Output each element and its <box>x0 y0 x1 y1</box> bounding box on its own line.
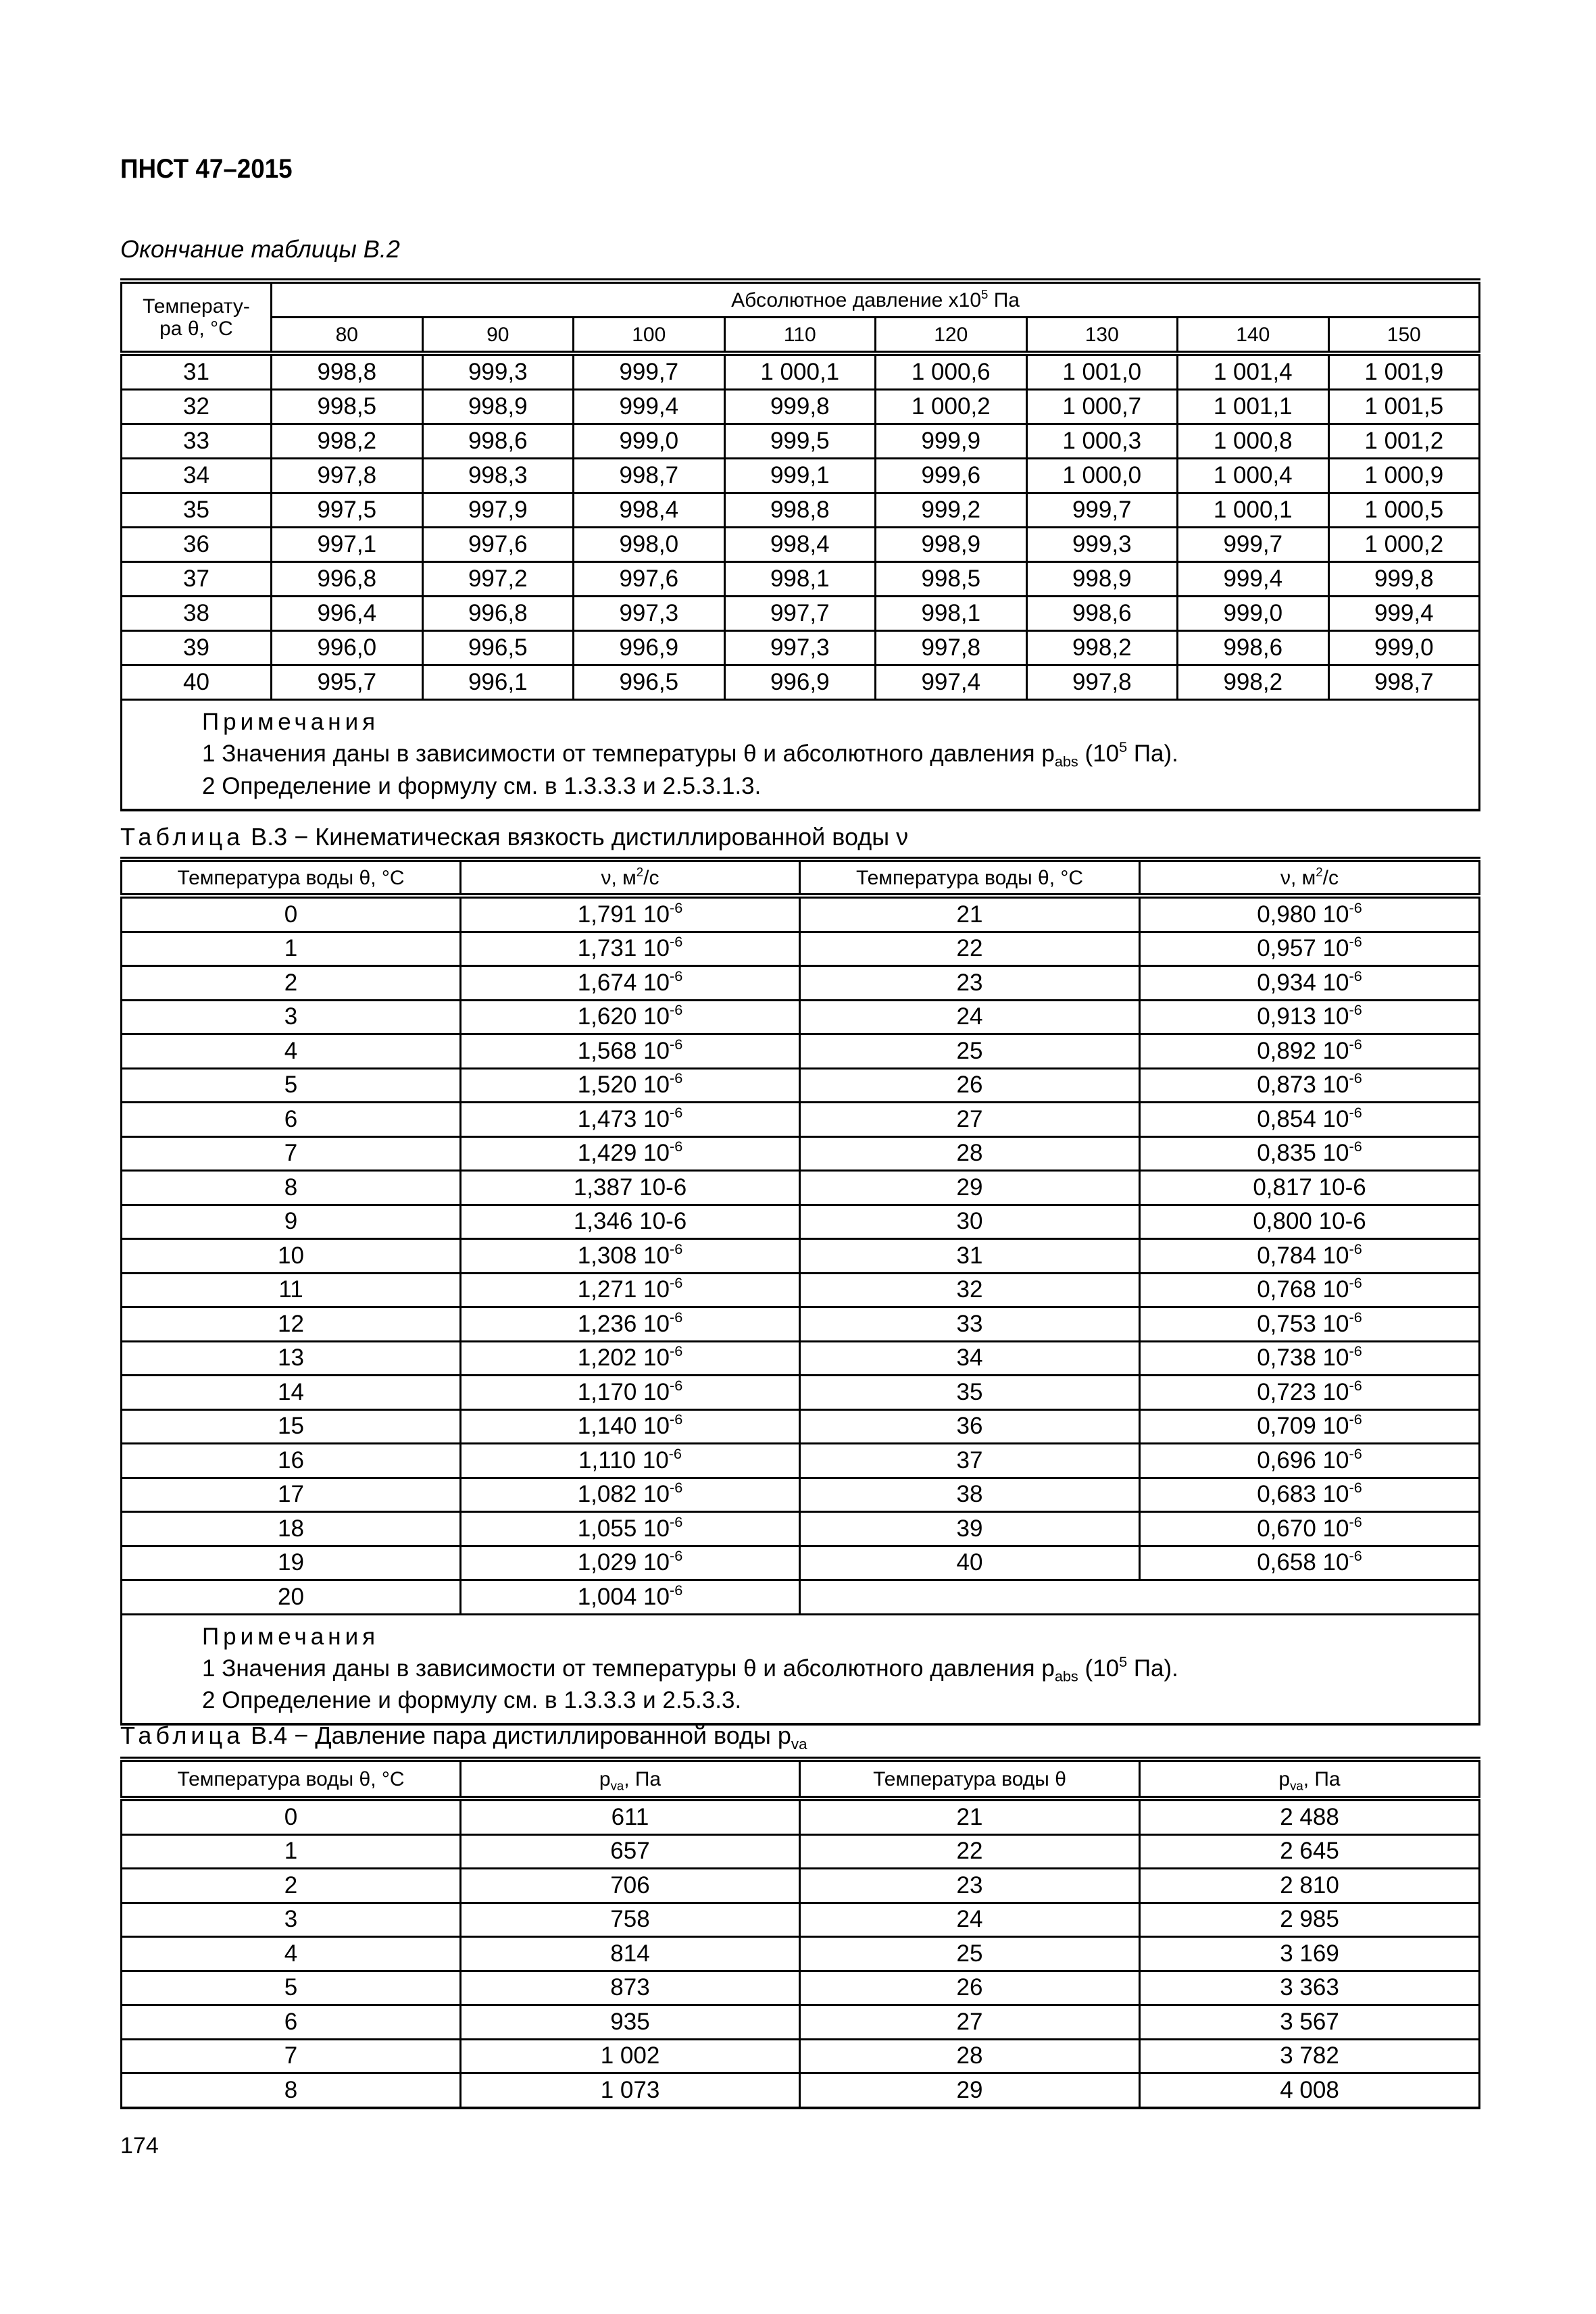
table-row <box>122 1834 1480 1869</box>
density-cell: 1 001,2 <box>1328 424 1480 459</box>
page-number: 174 <box>120 2133 159 2159</box>
document-code: ПНСТ 47–2015 <box>120 154 293 184</box>
viscosity-cell: 1,055 $10^{-6}$ <box>461 1512 800 1546</box>
temperature-cell: 33 <box>800 1307 1140 1342</box>
table-row <box>122 1034 1480 1069</box>
viscosity-cell: 0,753 $10^{-6}$ <box>1140 1307 1480 1342</box>
temperature-cell: 40 <box>122 665 272 700</box>
density-cell: 999,7 <box>1178 528 1329 562</box>
density-cell: 998,1 <box>724 562 876 597</box>
viscosity-cell: 0,768 $10^{-6}$ <box>1140 1273 1480 1307</box>
table-row <box>122 1580 1480 1615</box>
density-cell: 996,9 <box>574 631 725 665</box>
temperature-cell: 14 <box>122 1376 461 1410</box>
density-cell: 999,4 <box>574 390 725 424</box>
temperature-cell: 28 <box>800 2039 1140 2073</box>
pressure-column-header: 80 <box>272 318 423 354</box>
table-row <box>122 932 1480 966</box>
table-b3-caption: Таблица В.3 − Кинематическая вязкость дистиллированной воды ν <box>120 823 909 851</box>
density-cell: 1 000,7 <box>1026 390 1178 424</box>
temperature-cell: 29 <box>800 1171 1140 1205</box>
pressure-column-header: 120 <box>876 318 1027 354</box>
density-cell: 1 000,9 <box>1328 459 1480 493</box>
density-cell: 998,2 <box>1026 631 1178 665</box>
viscosity-cell: 1,082 $10^{-6}$ <box>461 1478 800 1512</box>
temperature-cell: 3 <box>122 1903 461 1937</box>
pressure-column-header: 90 <box>422 318 574 354</box>
pressure-column-header: 130 <box>1026 318 1178 354</box>
temperature-cell: 26 <box>800 1971 1140 2005</box>
table-b2-density <box>120 278 1480 811</box>
pressure-column-header: 140 <box>1178 318 1329 354</box>
pressure-cell: 935 <box>461 2005 800 2040</box>
table-b4-caption: Таблица В.4 − Давление пара дистиллированной воды $p_{va}$ <box>120 1721 807 1753</box>
density-cell: 1 000,1 <box>724 353 876 390</box>
pressure-cell: 2 488 <box>1140 1799 1480 1834</box>
temperature-cell: 1 <box>122 1834 461 1869</box>
viscosity-cell: 1,308 $10^{-6}$ <box>461 1239 800 1274</box>
density-cell: 997,2 <box>422 562 574 597</box>
table-row <box>122 665 1480 700</box>
viscosity-cell: 1,620 $10^{-6}$ <box>461 1000 800 1034</box>
table-b4-vapor-pressure <box>120 1757 1480 2109</box>
viscosity-cell: 0,913 $10^{-6}$ <box>1140 1000 1480 1034</box>
temperature-cell: 17 <box>122 1478 461 1512</box>
viscosity-cell: 1,170 $10^{-6}$ <box>461 1376 800 1410</box>
temperature-cell: 35 <box>800 1376 1140 1410</box>
density-cell: 997,4 <box>876 665 1027 700</box>
table-row <box>122 1799 1480 1834</box>
pressure-column-header: 150 <box>1328 318 1480 354</box>
density-cell: 1 000,3 <box>1026 424 1178 459</box>
viscosity-cell: 0,957 $10^{-6}$ <box>1140 932 1480 966</box>
notes-row <box>122 700 1480 810</box>
temperature-cell: 23 <box>800 966 1140 1001</box>
viscosity-cell: 0,723 $10^{-6}$ <box>1140 1376 1480 1410</box>
density-cell: 998,8 <box>724 493 876 528</box>
temp-header-right: Температура воды θ <box>800 1759 1140 1799</box>
table-row <box>122 1444 1480 1478</box>
table-row <box>122 1546 1480 1580</box>
viscosity-cell: 1,271 $10^{-6}$ <box>461 1273 800 1307</box>
empty-cell <box>800 1580 1480 1615</box>
table-row <box>122 1068 1480 1103</box>
nu-header-left: ν, $м^2/с$ <box>461 859 800 896</box>
density-cell: 997,1 <box>272 528 423 562</box>
density-cell: 996,0 <box>272 631 423 665</box>
temperature-cell: 23 <box>800 1869 1140 1903</box>
viscosity-cell: 0,892 $10^{-6}$ <box>1140 1034 1480 1069</box>
temperature-cell: 4 <box>122 1034 461 1069</box>
density-cell: 1 001,4 <box>1178 353 1329 390</box>
density-cell: 998,3 <box>422 459 574 493</box>
table-row <box>122 597 1480 631</box>
temperature-cell: 39 <box>800 1512 1140 1546</box>
density-cell: 998,5 <box>272 390 423 424</box>
pressure-cell: 873 <box>461 1971 800 2005</box>
temperature-cell: 32 <box>122 390 272 424</box>
density-cell: 996,9 <box>724 665 876 700</box>
density-cell: 999,4 <box>1178 562 1329 597</box>
temperature-cell: 7 <box>122 2039 461 2073</box>
density-cell: 998,6 <box>1026 597 1178 631</box>
density-cell: 997,8 <box>1026 665 1178 700</box>
table-row <box>122 459 1480 493</box>
density-cell: 998,7 <box>574 459 725 493</box>
density-cell: 996,8 <box>422 597 574 631</box>
viscosity-cell: 1,236 $10^{-6}$ <box>461 1307 800 1342</box>
temp-header-left: Температура воды θ, °С <box>122 859 461 896</box>
temperature-cell: 2 <box>122 1869 461 1903</box>
density-cell: 999,4 <box>1328 597 1480 631</box>
table-row <box>122 1376 1480 1410</box>
density-cell: 1 000,1 <box>1178 493 1329 528</box>
note-1: 1 Значения даны в зависимости от температуры θ и абсолютного давления $p_{abs}$ ($10^5$ Па). <box>202 1653 1178 1685</box>
pva-header-right: $p_{va}$, Па <box>1140 1759 1480 1799</box>
density-cell: 998,7 <box>1328 665 1480 700</box>
density-cell: 1 000,6 <box>876 353 1027 390</box>
table-row <box>122 1239 1480 1274</box>
table-row <box>122 1937 1480 1971</box>
table-row <box>122 1903 1480 1937</box>
temperature-cell: 3 <box>122 1000 461 1034</box>
table-row <box>122 1103 1480 1137</box>
temperature-cell: 25 <box>800 1937 1140 1971</box>
density-cell: 999,1 <box>724 459 876 493</box>
table-b3-kinematic-viscosity <box>120 857 1480 1726</box>
density-cell: 999,8 <box>724 390 876 424</box>
table-row <box>122 966 1480 1001</box>
density-cell: 999,5 <box>724 424 876 459</box>
density-cell: 998,4 <box>724 528 876 562</box>
temperature-cell: 22 <box>800 932 1140 966</box>
viscosity-cell: 1,346 10-6 <box>461 1205 800 1239</box>
continuation-caption: Окончание таблицы В.2 <box>120 235 400 263</box>
temperature-cell: 34 <box>800 1341 1140 1376</box>
temperature-cell: 36 <box>122 528 272 562</box>
pressure-cell: 3 169 <box>1140 1937 1480 1971</box>
table-row <box>122 1273 1480 1307</box>
table-row <box>122 1478 1480 1512</box>
table-row <box>122 1000 1480 1034</box>
temperature-cell: 31 <box>122 353 272 390</box>
table-row <box>122 1971 1480 2005</box>
temperature-cell: 11 <box>122 1273 461 1307</box>
pressure-cell: 2 645 <box>1140 1834 1480 1869</box>
density-cell: 1 000,4 <box>1178 459 1329 493</box>
temperature-cell: 34 <box>122 459 272 493</box>
pressure-cell: 4 008 <box>1140 2073 1480 2108</box>
pressure-cell: 1 073 <box>461 2073 800 2108</box>
viscosity-cell: 0,873 $10^{-6}$ <box>1140 1068 1480 1103</box>
density-cell: 995,7 <box>272 665 423 700</box>
viscosity-cell: 0,784 $10^{-6}$ <box>1140 1239 1480 1274</box>
pressure-cell: 758 <box>461 1903 800 1937</box>
nu-header-right: ν, $м^2/с$ <box>1140 859 1480 896</box>
table-row <box>122 2039 1480 2073</box>
temperature-cell: 6 <box>122 2005 461 2040</box>
viscosity-cell: 0,835 $10^{-6}$ <box>1140 1136 1480 1171</box>
temperature-cell: 7 <box>122 1136 461 1171</box>
density-cell: 1 001,1 <box>1178 390 1329 424</box>
density-cell: 998,0 <box>574 528 725 562</box>
table-row <box>122 2005 1480 2040</box>
pressure-cell: 3 782 <box>1140 2039 1480 2073</box>
density-cell: 998,5 <box>876 562 1027 597</box>
temperature-cell: 4 <box>122 1937 461 1971</box>
temperature-cell: 5 <box>122 1971 461 2005</box>
density-cell: 999,3 <box>422 353 574 390</box>
density-cell: 997,8 <box>272 459 423 493</box>
density-cell: 1 001,9 <box>1328 353 1480 390</box>
pressure-column-header: 100 <box>574 318 725 354</box>
temperature-cell: 27 <box>800 1103 1140 1137</box>
density-cell: 996,8 <box>272 562 423 597</box>
temperature-cell: 5 <box>122 1068 461 1103</box>
temperature-cell: 12 <box>122 1307 461 1342</box>
density-cell: 998,6 <box>1178 631 1329 665</box>
density-cell: 999,0 <box>574 424 725 459</box>
notes-cell <box>122 1614 1480 1724</box>
pressure-column-header: 110 <box>724 318 876 354</box>
viscosity-cell: 1,202 $10^{-6}$ <box>461 1341 800 1376</box>
viscosity-cell: 0,709 $10^{-6}$ <box>1140 1409 1480 1444</box>
density-cell: 999,0 <box>1178 597 1329 631</box>
density-cell: 999,9 <box>876 424 1027 459</box>
density-cell: 1 001,5 <box>1328 390 1480 424</box>
temp-header-right: Температура воды θ, °С <box>800 859 1140 896</box>
density-cell: 998,2 <box>272 424 423 459</box>
temperature-cell: 37 <box>800 1444 1140 1478</box>
density-cell: 1 000,2 <box>1328 528 1480 562</box>
pressure-cell: 611 <box>461 1799 800 1834</box>
temperature-cell: 10 <box>122 1239 461 1274</box>
temperature-cell: 1 <box>122 932 461 966</box>
table-row <box>122 528 1480 562</box>
viscosity-cell: 1,429 $10^{-6}$ <box>461 1136 800 1171</box>
density-cell: 999,7 <box>1026 493 1178 528</box>
viscosity-cell: 0,800 10-6 <box>1140 1205 1480 1239</box>
temperature-cell: 24 <box>800 1000 1140 1034</box>
notes-cell <box>122 700 1480 810</box>
viscosity-cell: 0,817 10-6 <box>1140 1171 1480 1205</box>
notes-title: Примечания <box>202 1623 380 1650</box>
temperature-cell: 24 <box>800 1903 1140 1937</box>
table-row <box>122 1171 1480 1205</box>
density-cell: 998,2 <box>1178 665 1329 700</box>
notes-row <box>122 1614 1480 1724</box>
density-cell: 997,7 <box>724 597 876 631</box>
table-row <box>122 562 1480 597</box>
viscosity-cell: 1,473 $10^{-6}$ <box>461 1103 800 1137</box>
table-row <box>122 493 1480 528</box>
viscosity-cell: 1,568 $10^{-6}$ <box>461 1034 800 1069</box>
temperature-cell: 2 <box>122 966 461 1001</box>
temperature-cell: 36 <box>800 1409 1140 1444</box>
viscosity-cell: 1,791 $10^{-6}$ <box>461 896 800 932</box>
viscosity-cell: 1,029 $10^{-6}$ <box>461 1546 800 1580</box>
density-cell: 996,5 <box>422 631 574 665</box>
pressure-cell: 657 <box>461 1834 800 1869</box>
table-row <box>122 1136 1480 1171</box>
viscosity-cell: 0,683 $10^{-6}$ <box>1140 1478 1480 1512</box>
temperature-cell: 28 <box>800 1136 1140 1171</box>
density-cell: 997,9 <box>422 493 574 528</box>
density-cell: 999,6 <box>876 459 1027 493</box>
table-row <box>122 1869 1480 1903</box>
temperature-cell: 30 <box>800 1205 1140 1239</box>
density-cell: 997,6 <box>574 562 725 597</box>
pressure-cell: 706 <box>461 1869 800 1903</box>
note-2: 2 Определение и формулу см. в 1.3.3.3 и 2.5.3.1.3. <box>202 772 762 799</box>
density-cell: 999,8 <box>1328 562 1480 597</box>
viscosity-cell: 1,520 $10^{-6}$ <box>461 1068 800 1103</box>
temperature-cell: 35 <box>122 493 272 528</box>
temperature-cell: 31 <box>800 1239 1140 1274</box>
viscosity-cell: 1,140 $10^{-6}$ <box>461 1409 800 1444</box>
density-cell: 998,4 <box>574 493 725 528</box>
table-row <box>122 1409 1480 1444</box>
table-row <box>122 424 1480 459</box>
temperature-cell: 37 <box>122 562 272 597</box>
temperature-cell: 18 <box>122 1512 461 1546</box>
density-cell: 998,6 <box>422 424 574 459</box>
density-cell: 996,5 <box>574 665 725 700</box>
viscosity-cell: 0,670 $10^{-6}$ <box>1140 1512 1480 1546</box>
viscosity-cell: 0,738 $10^{-6}$ <box>1140 1341 1480 1376</box>
table-row <box>122 353 1480 390</box>
table-row <box>122 390 1480 424</box>
pressure-cell: 3 363 <box>1140 1971 1480 2005</box>
temperature-cell: 27 <box>800 2005 1140 2040</box>
viscosity-cell: 1,387 10-6 <box>461 1171 800 1205</box>
density-cell: 1 000,8 <box>1178 424 1329 459</box>
temperature-cell: 9 <box>122 1205 461 1239</box>
notes-title: Примечания <box>202 709 380 735</box>
pressure-cell: 814 <box>461 1937 800 1971</box>
density-cell: 997,3 <box>574 597 725 631</box>
viscosity-cell: 0,658 $10^{-6}$ <box>1140 1546 1480 1580</box>
table-row <box>122 631 1480 665</box>
viscosity-cell: 0,696 $10^{-6}$ <box>1140 1444 1480 1478</box>
density-cell: 997,8 <box>876 631 1027 665</box>
table-row <box>122 1205 1480 1239</box>
pva-header-left: $p_{va}$, Па <box>461 1759 800 1799</box>
density-cell: 1 001,0 <box>1026 353 1178 390</box>
note-2: 2 Определение и формулу см. в 1.3.3.3 и 2.5.3.3. <box>202 1687 742 1713</box>
note-1: 1 Значения даны в зависимости от температуры θ и абсолютного давления $p_{abs}$ ($10^5$ Па). <box>202 738 1178 770</box>
pressure-cell: 3 567 <box>1140 2005 1480 2040</box>
table-row <box>122 896 1480 932</box>
viscosity-cell: 0,854 $10^{-6}$ <box>1140 1103 1480 1137</box>
pressure-group-header: Абсолютное давление $х10^5$ Па <box>272 281 1480 318</box>
temperature-cell: 32 <box>800 1273 1140 1307</box>
temperature-cell: 13 <box>122 1341 461 1376</box>
density-cell: 996,4 <box>272 597 423 631</box>
temp-header-left: Температура воды θ, °С <box>122 1759 461 1799</box>
viscosity-cell: 1,110 $10^{-6}$ <box>461 1444 800 1478</box>
temperature-cell: 19 <box>122 1546 461 1580</box>
temperature-cell: 33 <box>122 424 272 459</box>
temperature-header: Температу- ра θ, °С <box>122 281 272 353</box>
viscosity-cell: 1,731 $10^{-6}$ <box>461 932 800 966</box>
pressure-cell: 2 985 <box>1140 1903 1480 1937</box>
temperature-cell: 16 <box>122 1444 461 1478</box>
density-cell: 999,2 <box>876 493 1027 528</box>
viscosity-cell: 1,004 $10^{-6}$ <box>461 1580 800 1615</box>
density-cell: 998,9 <box>1026 562 1178 597</box>
density-cell: 1 000,0 <box>1026 459 1178 493</box>
density-cell: 997,5 <box>272 493 423 528</box>
temperature-cell: 26 <box>800 1068 1140 1103</box>
viscosity-cell: 0,934 $10^{-6}$ <box>1140 966 1480 1001</box>
table-row <box>122 2073 1480 2108</box>
density-cell: 998,1 <box>876 597 1027 631</box>
temperature-cell: 40 <box>800 1546 1140 1580</box>
density-cell: 997,6 <box>422 528 574 562</box>
viscosity-cell: 1,674 $10^{-6}$ <box>461 966 800 1001</box>
temperature-cell: 38 <box>122 597 272 631</box>
density-cell: 996,1 <box>422 665 574 700</box>
temperature-cell: 0 <box>122 1799 461 1834</box>
temperature-cell: 0 <box>122 896 461 932</box>
density-cell: 1 000,5 <box>1328 493 1480 528</box>
pressure-cell: 2 810 <box>1140 1869 1480 1903</box>
temperature-cell: 22 <box>800 1834 1140 1869</box>
density-cell: 999,0 <box>1328 631 1480 665</box>
temperature-cell: 29 <box>800 2073 1140 2108</box>
density-cell: 999,3 <box>1026 528 1178 562</box>
table-row <box>122 1512 1480 1546</box>
temperature-cell: 8 <box>122 2073 461 2108</box>
table-row <box>122 1307 1480 1342</box>
viscosity-cell: 0,980 $10^{-6}$ <box>1140 896 1480 932</box>
temperature-cell: 39 <box>122 631 272 665</box>
density-cell: 998,9 <box>876 528 1027 562</box>
table-row <box>122 1341 1480 1376</box>
density-cell: 997,3 <box>724 631 876 665</box>
density-cell: 999,7 <box>574 353 725 390</box>
temperature-cell: 15 <box>122 1409 461 1444</box>
density-cell: 998,8 <box>272 353 423 390</box>
temperature-cell: 21 <box>800 896 1140 932</box>
density-cell: 998,9 <box>422 390 574 424</box>
temperature-cell: 21 <box>800 1799 1140 1834</box>
temperature-cell: 38 <box>800 1478 1140 1512</box>
temperature-cell: 20 <box>122 1580 461 1615</box>
temperature-cell: 25 <box>800 1034 1140 1069</box>
temperature-cell: 6 <box>122 1103 461 1137</box>
temperature-cell: 8 <box>122 1171 461 1205</box>
density-cell: 1 000,2 <box>876 390 1027 424</box>
pressure-cell: 1 002 <box>461 2039 800 2073</box>
